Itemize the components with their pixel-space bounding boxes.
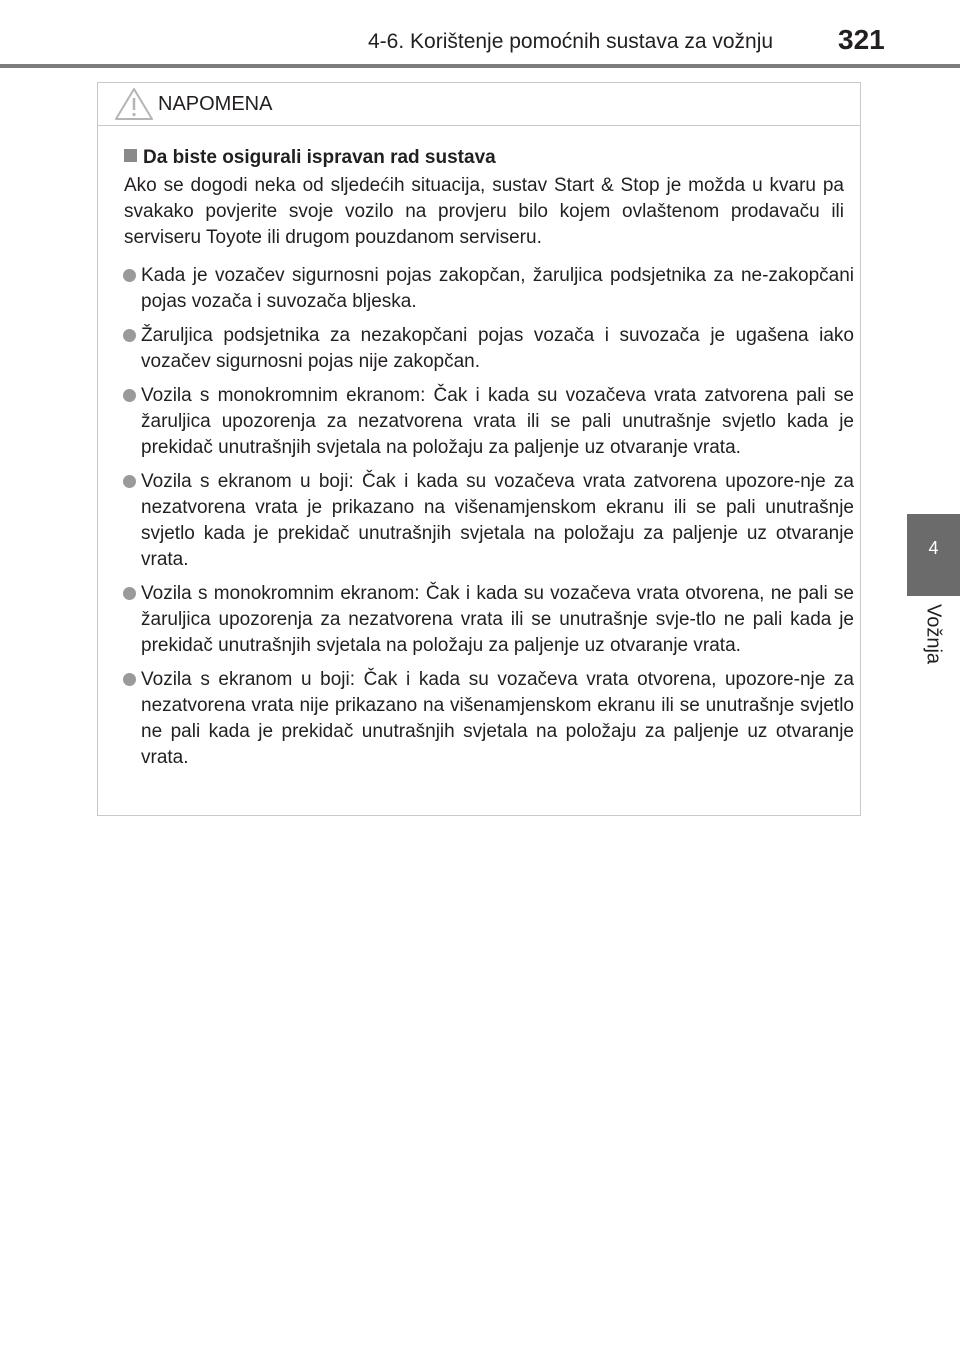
square-bullet-icon [124,149,137,162]
header-rule [0,64,960,68]
note-section [98,145,862,779]
list-item [141,323,854,375]
bullet-dot-icon [123,587,136,600]
list-item [141,667,854,771]
page-number: 321 [838,24,885,55]
list-item [141,383,854,461]
note-label: NAPOMENA [158,93,273,115]
chapter-number: 4 [928,538,939,558]
note-header [98,83,860,126]
bullet-list [98,263,862,771]
section-title [124,145,862,171]
list-item [141,263,854,315]
list-item [141,469,854,573]
warning-triangle-icon [114,87,154,121]
section-header-title: 4-6. Korištenje pomoćnih sustava za vožnju [368,30,774,53]
bullet-dot-icon [123,673,136,686]
list-item-text: Žaruljica podsjetnika za nezakopčani pojas vozača i suvozača je ugašena iako vozačev sigurnosni pojas nije zakopčan. [141,325,854,372]
chapter-label-wrap [907,596,960,686]
bullet-dot-icon [123,329,136,342]
bullet-dot-icon [123,269,136,282]
note-box [97,82,861,816]
list-item-text: Vozila s monokromnim ekranom: Čak i kada su vozačeva vrata zatvorena pali se žaruljica upozorenja za nezatvorena vrata ili se pali unutrašnje svjetlo kada je prekidač unutrašnjih svjetala na položaju za paljenje uz otvaranje vrata. [141,385,854,458]
list-item-text: Vozila s ekranom u boji: Čak i kada su vozačeva vrata zatvorena upozore-nje za nezatvorena vrata je prikazano na višenamjenskom ekranu ili se pali unutrašnje svjetlo kada je prekidač unutrašnjih svjetala na položaju za paljenje uz otvaranje vrata. [141,471,854,570]
list-item-text: Vozila s monokromnim ekranom: Čak i kada su vozačeva vrata otvorena, ne pali se žaruljica upozorenja za nezatvorena vrata ili se unutrašnje svje-tlo ne pali kada je prekidač unutrašnjih svjetala na položaju za paljenje uz otvaranje vrata. [141,583,854,656]
bullet-dot-icon [123,475,136,488]
section-title-text: Da biste osigurali ispravan rad sustava [143,147,496,168]
chapter-label: Vožnja [922,604,945,665]
list-item-text: Kada je vozačev sigurnosni pojas zakopčan, žaruljica podsjetnika za ne-zakopčani pojas vozača i suvozača bljeska. [141,265,854,312]
chapter-tab[interactable] [907,514,960,596]
bullet-dot-icon [123,389,136,402]
section-intro: Ako se dogodi neka od sljedećih situacija, sustav Start & Stop je možda u kvaru pa svakako povjerite svoje vozilo na provjeru bilo kojem ovlaštenom prodavaču ili serviseru Toyote ili drugom pouzdanom serviseru. [124,175,844,248]
list-item [141,581,854,659]
list-item-text: Vozila s ekranom u boji: Čak i kada su vozačeva vrata otvorena, upozore-nje za nezatvorena vrata nije prikazano na višenamjenskom ekranu ili se unutrašnje svjetlo ne pali kada je prekidač unutrašnjih svjetala na položaju za paljenje uz otvaranje vrata. [141,669,854,768]
